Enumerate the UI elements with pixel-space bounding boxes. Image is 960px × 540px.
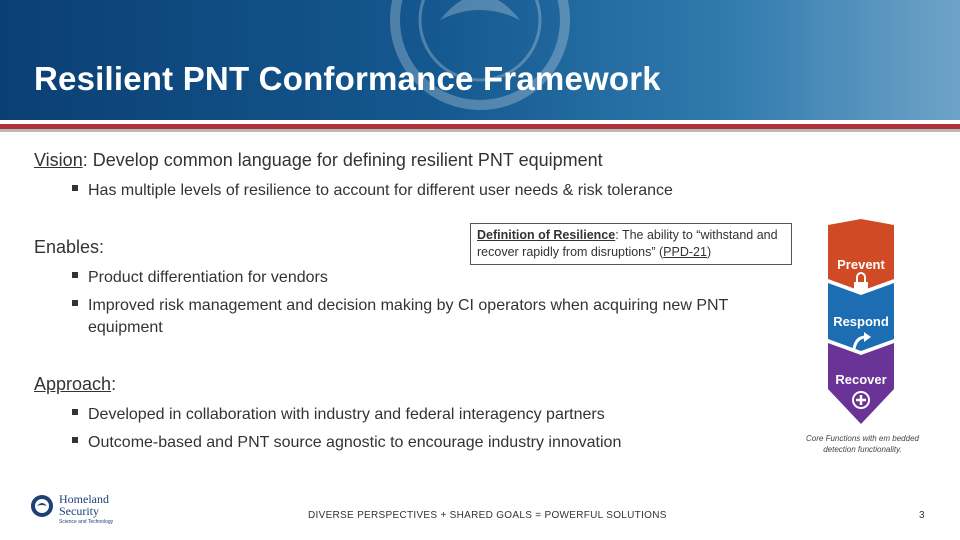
bullet-marker (72, 300, 78, 306)
vision-statement (34, 150, 603, 171)
bullet-text: Outcome-based and PNT source agnostic to encourage industry innovation (88, 434, 622, 451)
vision-text: : Develop common language for defining resilient PNT equipment (82, 150, 603, 170)
definition-box (470, 223, 792, 265)
vision-label: Vision (34, 150, 83, 170)
footer-tagline: DIVERSE PERSPECTIVES + SHARED GOALS = POWERFUL SOLUTIONS (308, 510, 667, 521)
logo-line-3: Science and Technology (59, 519, 114, 525)
bullet-marker (72, 437, 78, 443)
dhs-seal-icon (30, 494, 54, 518)
bullet-marker (72, 272, 78, 278)
slide-title: Resilient PNT Conformance Framework (34, 60, 661, 97)
header-divider-grey (0, 129, 960, 132)
core-functions-graphic (826, 219, 896, 424)
bullet-text: Developed in collaboration with industry and federal interagency partners (88, 406, 605, 423)
definition-text: : The ability to “withstand and recover rapidly from disruptions” ( (477, 228, 778, 259)
prevent-label: Prevent (837, 257, 885, 272)
logo-line-2: Security (59, 504, 99, 518)
approach-label: Approach (34, 374, 112, 394)
bullet-marker (72, 185, 78, 191)
logo-line-1: Homeland (59, 492, 109, 506)
definition-label: Definition of Resilience (477, 228, 616, 242)
bullet-text: Has multiple levels of resilience to account for different user needs & risk tolerance (88, 182, 673, 199)
prevent-segment (828, 219, 894, 291)
slide-header (0, 0, 960, 120)
approach-heading (34, 374, 116, 395)
recover-label: Recover (835, 372, 887, 387)
bullet-marker (72, 409, 78, 415)
bullet-text: Improved risk management and decision making by CI operators when acquiring new PNT equipment (88, 297, 729, 336)
enables-label: Enables: (34, 237, 105, 257)
page-number: 3 (919, 510, 925, 521)
core-functions-caption: Core Functions with em bedded detection functionality. (806, 434, 919, 454)
respond-label: Respond (833, 314, 889, 329)
definition-close: ) (706, 245, 712, 259)
ppd21-link[interactable]: PPD-21 (663, 245, 707, 259)
approach-colon: : (111, 374, 117, 394)
bullet-text: Product differentiation for vendors (88, 269, 328, 286)
